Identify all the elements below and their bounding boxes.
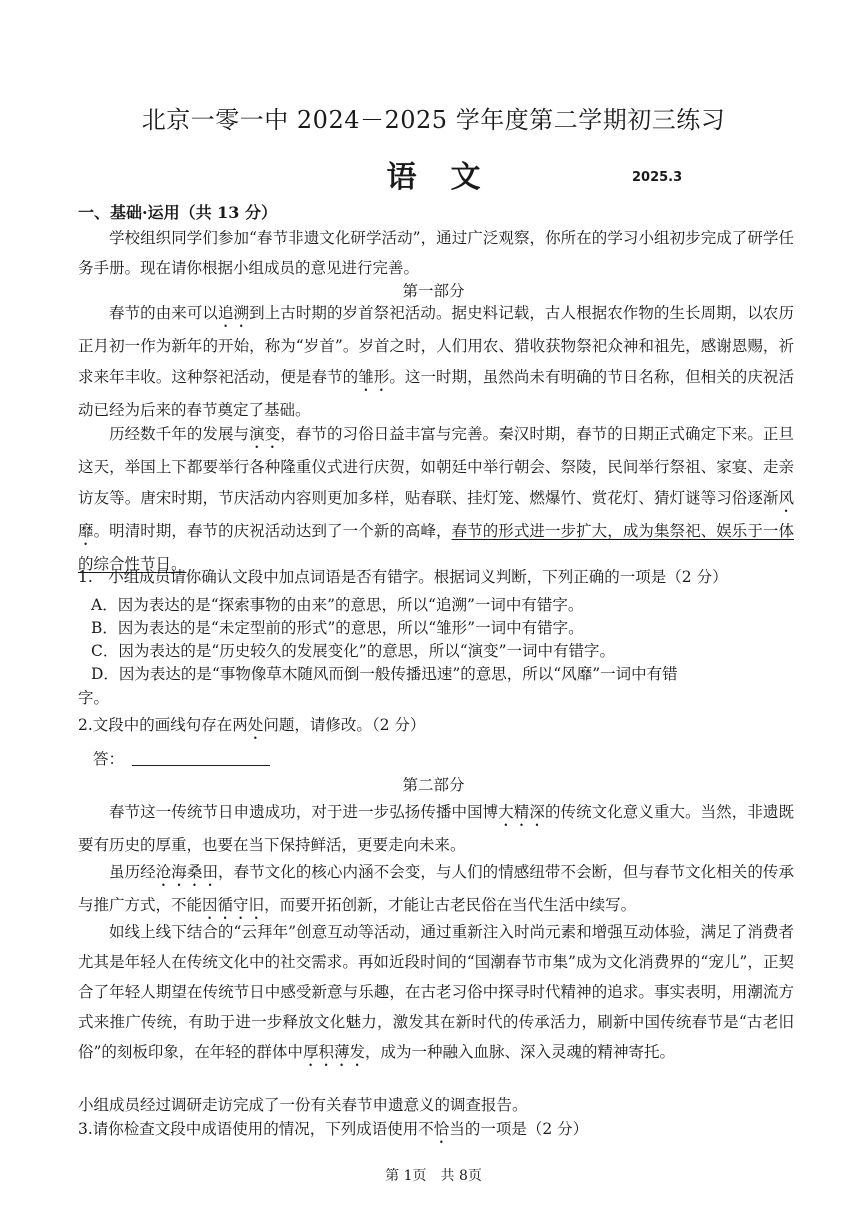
exam-title: 北京一零一中 2024－2025 学年度第二学期初三练习 bbox=[141, 106, 726, 134]
passage-paragraph-4 bbox=[78, 857, 794, 923]
text-run: ，春节的习俗日益丰富与完善。秦汉时期，春节的日期正式确定下来。正旦这天，举国上下都要举行各种隆重仪式进行庆贺，如朝廷中举行朝会、祭陵，民间举行祭祖、家宴、走亲访友等。唐宋时期，节庆活动内容则更加多样，贴春联、挂灯笼、燃爆竹、赏花灯、猜灯谜等习俗逐渐 bbox=[78, 425, 794, 507]
text-run: 春节的由来可以 bbox=[109, 304, 218, 322]
passage-paragraph-2 bbox=[78, 419, 794, 580]
text-run: ，而要开拓创新，才能让古老民俗在当代生活中续写。 bbox=[264, 896, 637, 914]
dotted-char: 积 bbox=[318, 1043, 334, 1061]
section-heading: 一、基础·运用（共 13 分） bbox=[78, 203, 277, 222]
summary-line: 小组成员经过调研走访完成了一份有关春节申遗意义的调查报告。 bbox=[78, 1096, 528, 1114]
text-run: ，春节文化的核心内涵不会变，与人们的情感纽带不会断，但与春节文化相关的传承与推广方式，不能 bbox=[78, 863, 794, 914]
question-2-stem bbox=[78, 713, 425, 743]
text-run: 当的一项是（2 分） bbox=[449, 1120, 589, 1138]
dotted-char: 薄 bbox=[333, 1043, 350, 1061]
dotted-char: 发 bbox=[349, 1043, 365, 1061]
exam-date: 2025.3 bbox=[632, 170, 683, 185]
dotted-char: 恰 bbox=[433, 1120, 450, 1138]
dotted-char: 因 bbox=[202, 896, 218, 914]
dotted-char: 海 bbox=[171, 863, 187, 881]
dotted-char: 深 bbox=[529, 803, 545, 821]
text-run: ，成为一种融入血脉、深入灵魂的精神寄托。 bbox=[365, 1043, 676, 1061]
question-1-option-d-continued: 字。 bbox=[78, 689, 110, 707]
answer-label: 答： bbox=[93, 750, 125, 768]
question-1-option-b: B．因为表达的是“未定型前的形式”的意思，所以“雏形”一词中有错字。 bbox=[91, 619, 584, 637]
part-two-heading: 第二部分 bbox=[402, 776, 465, 794]
text-run: 问题，请修改。（2 分） bbox=[263, 716, 426, 734]
text-run: 。这一时期，虽然尚未有明确的节日名称，但相关的庆祝活动已经为后来的春节奠定了基础。 bbox=[78, 368, 794, 419]
dotted-char: 大 bbox=[498, 803, 514, 821]
text-run: 到上古时期的岁首祭祀活动。据史料记载，古人根据农作物的生长周期，以农历正月初一作为新年的开始，称为“岁首”。岁首之时，人们用农、猎收获物祭祀众神和祖先，感谢恩赐，祈求来年丰收。这种祭祀活动，便是春节的 bbox=[78, 304, 794, 386]
question-1-option-d: D．因为表达的是“事物像草木随风而倒一般传播迅速”的意思，所以“风靡”一词中有错 bbox=[91, 665, 678, 683]
underlined-sentence: 春节的形式进一步扩大，成为集祭祀、娱乐于一体的综合性节日。 bbox=[78, 522, 794, 573]
question-1-option-a: A．因为表达的是“探索事物的由来”的意思，所以“追溯”一词中有错字。 bbox=[91, 596, 584, 614]
text-run: 如线上线下结合的“云拜年”创意互动等活动，通过重新注入时尚元素和增强互动体验，满足了消费者尤其是年轻人在传统文化中的社交需求。再如近段时间的“国潮春节市集”成为文化消费界的“宠儿”，正契合了年轻人期望在传统节日中感受新意与乐趣，在古老习俗中探寻时代精神的追求。事实表明，用潮流方式来推广传统，有助于进一步释放文化魅力，激发其在新时代的传承活力，刷新中国传统春节是“古老旧俗”的刻板印象，在年轻的群体中 bbox=[78, 923, 794, 1061]
text-run: 2.文段中的画线句存在两 bbox=[78, 716, 248, 734]
text-run: 。明清时期，春节的庆祝活动达到了一个新的高峰， bbox=[93, 522, 452, 540]
dotted-char: 循 bbox=[217, 896, 234, 914]
dotted-word-chuxing: 雏形 bbox=[358, 368, 390, 386]
text-run: 的传统文化意义重大。当然，非遗既要有历史的厚重，也要在当下保持鲜活，更要走向未来。 bbox=[78, 803, 794, 854]
question-3-stem bbox=[78, 1117, 588, 1147]
text-run: 3.请你检查文段中成语使用的情况，下列成语使用不 bbox=[78, 1120, 434, 1138]
dotted-char: 精 bbox=[513, 803, 530, 821]
part-one-heading: 第一部分 bbox=[402, 282, 465, 300]
text-run: 虽历经 bbox=[109, 863, 156, 881]
subject-title: 语文 bbox=[386, 160, 515, 195]
passage-paragraph-5 bbox=[78, 917, 794, 1070]
dotted-char: 处 bbox=[247, 716, 264, 734]
text-run: 历经数千年的发展与 bbox=[109, 425, 250, 443]
text-run: 春节这一传统节日申遗成功，对于进一步弘扬传播中国博 bbox=[109, 803, 499, 821]
dotted-char: 桑 bbox=[186, 863, 203, 881]
passage-paragraph-3 bbox=[78, 797, 794, 860]
dotted-char: 沧 bbox=[155, 863, 172, 881]
question-1-stem: 1. 小组成员请你确认文段中加点词语是否有错字。根据词义判断，下列正确的一项是（2 分） bbox=[78, 568, 728, 586]
intro-paragraph: 学校组织同学们参加“春节非遗文化研学活动”，通过广泛观察，你所在的学习小组初步完成了研学任务手册。现在请你根据小组成员的意见进行完善。 bbox=[78, 229, 794, 277]
question-1-option-c: C．因为表达的是“历史较久的发展变化”的意思，所以“演变”一词中有错字。 bbox=[91, 642, 616, 660]
dotted-char: 厚 bbox=[302, 1043, 319, 1061]
dotted-char: 田 bbox=[202, 863, 219, 881]
dotted-char: 旧 bbox=[248, 896, 265, 914]
passage-paragraph-1 bbox=[78, 298, 794, 426]
page-footer: 第 1页 共 8页 bbox=[385, 1168, 482, 1184]
dotted-word-zhuisu: 追溯 bbox=[217, 304, 250, 322]
dotted-word-fengmi: 风靡 bbox=[78, 489, 794, 540]
answer-blank-line[interactable] bbox=[132, 765, 270, 766]
dotted-word-yanbian: 演变 bbox=[249, 425, 281, 443]
dotted-char: 守 bbox=[233, 896, 249, 914]
